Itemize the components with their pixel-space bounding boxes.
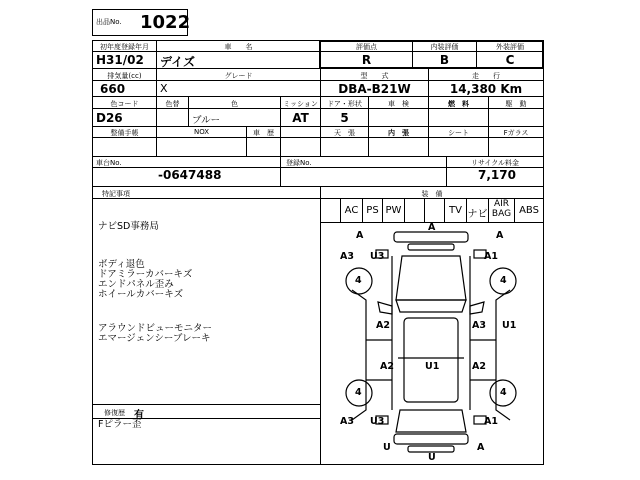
remark-line: ホイールカバーキズ bbox=[98, 289, 184, 300]
color-code-value: D26 bbox=[96, 111, 123, 125]
fglass-label: Fガラス bbox=[503, 129, 529, 137]
remark-line: エンドパネル歪み bbox=[98, 279, 174, 290]
doors-value: 5 bbox=[340, 111, 349, 125]
doors-label: ドア・形状 bbox=[327, 100, 362, 108]
equip-abs: ABS bbox=[519, 205, 539, 216]
mark-front-center: A bbox=[428, 222, 436, 233]
mark-tire-fl: 4 bbox=[355, 275, 362, 286]
repair-label: 修復歴 bbox=[104, 409, 125, 417]
fuel-label: 燃 料 bbox=[448, 100, 469, 108]
recycle-value: 7,170 bbox=[478, 168, 516, 182]
color-tone-label: 色替 bbox=[165, 100, 180, 108]
equip-pw: PW bbox=[385, 205, 402, 216]
mark-front-right: A bbox=[496, 230, 504, 241]
interior-label: 内装評価 bbox=[430, 43, 459, 51]
mark-left-front-a: A3 bbox=[340, 251, 354, 262]
chassis-no-value: -0647488 bbox=[158, 168, 222, 182]
exterior-label: 外装評価 bbox=[496, 43, 524, 51]
inspection-label: 車 検 bbox=[388, 100, 409, 108]
ceiling-label: 天 張 bbox=[334, 129, 355, 137]
color-value: ブルー bbox=[192, 115, 221, 126]
mark-roof: U1 bbox=[425, 361, 440, 372]
exterior-value: C bbox=[505, 53, 515, 67]
history-label: 車 歴 bbox=[253, 129, 274, 137]
chassis-no-label: 車台No. bbox=[96, 159, 122, 167]
remark-line: ボディ退色 bbox=[98, 259, 145, 270]
recycle-label: リサイクル料金 bbox=[470, 159, 520, 167]
lot-label: 出品No. bbox=[96, 18, 122, 26]
mark-door-fl: A2 bbox=[376, 320, 390, 331]
mark-rear-left: U bbox=[383, 442, 391, 453]
drive-label: 駆 動 bbox=[505, 100, 527, 108]
grade-label: グレード bbox=[224, 72, 253, 80]
car-name-value: デイズ bbox=[160, 55, 196, 69]
mileage-label: 走 行 bbox=[472, 72, 500, 80]
mark-tire-rr: 4 bbox=[500, 387, 507, 398]
repair-note: Fピラー歪 bbox=[98, 419, 142, 430]
manual-label: 整備手帳 bbox=[110, 129, 139, 137]
score-value: R bbox=[361, 53, 372, 67]
mark-rear-center: U bbox=[428, 452, 436, 463]
first-reg-label: 初年度登録年月 bbox=[100, 43, 149, 51]
equip-ps: PS bbox=[366, 205, 379, 216]
mark-left-rear-a: A3 bbox=[340, 416, 354, 427]
equip-tv: TV bbox=[449, 205, 462, 216]
displacement-value: 660 bbox=[100, 82, 126, 96]
mileage-value: 14,380 Km bbox=[449, 82, 523, 96]
mark-door-rl: A2 bbox=[380, 361, 394, 372]
nox-label: NOX bbox=[193, 128, 210, 136]
mark-tire-rl: 4 bbox=[355, 387, 362, 398]
score-label: 評価点 bbox=[356, 43, 377, 51]
equipment-label: 装 備 bbox=[421, 190, 443, 198]
color-code-label: 色コード bbox=[110, 100, 139, 108]
mark-left-rear-u: U3 bbox=[370, 416, 385, 427]
remarks-label: 特記事項 bbox=[102, 190, 130, 198]
mission-value: AT bbox=[292, 111, 309, 125]
remark-line: ドアミラーカバーキズ bbox=[98, 269, 193, 280]
mark-right-front: A1 bbox=[484, 251, 498, 262]
mark-right-rear: A1 bbox=[484, 416, 498, 427]
lot-number: 1022 bbox=[140, 12, 191, 33]
displacement-label: 排気量(cc) bbox=[107, 72, 142, 80]
mark-front-left: A bbox=[356, 230, 364, 241]
mark-tire-fr: 4 bbox=[500, 275, 507, 286]
seat-label: シート bbox=[448, 129, 469, 137]
interior-value: B bbox=[439, 53, 450, 67]
mark-left-front-u: U3 bbox=[370, 251, 385, 262]
color-label: 色 bbox=[231, 100, 238, 108]
mission-label: ミッション bbox=[283, 100, 318, 108]
equip-navi: ナビ bbox=[467, 209, 488, 220]
model-type-value: DBA-B21W bbox=[338, 82, 411, 96]
grade-value: X bbox=[160, 82, 168, 95]
mark-door-fr: A3 bbox=[472, 320, 486, 331]
model-type-label: 型 式 bbox=[360, 72, 389, 80]
remark-line: ナビSD事務局 bbox=[98, 221, 159, 232]
repair-value: 有 bbox=[134, 410, 144, 421]
car-name-label: 車 名 bbox=[224, 43, 253, 51]
remark-line: エマージェンシーブレーキ bbox=[98, 333, 211, 344]
equip-airbag: AIR BAG bbox=[491, 199, 512, 219]
first-reg-value: H31/02 bbox=[96, 53, 144, 67]
mark-pillar-r: U1 bbox=[502, 320, 517, 331]
remark-line: アラウンドビューモニター bbox=[98, 323, 213, 334]
mark-door-rr: A2 bbox=[472, 361, 486, 372]
equip-ac: AC bbox=[344, 205, 359, 216]
interior-trim-label: 内 張 bbox=[388, 129, 409, 137]
reg-no-label: 登録No. bbox=[286, 159, 312, 167]
mark-rear-right: A bbox=[477, 442, 485, 453]
